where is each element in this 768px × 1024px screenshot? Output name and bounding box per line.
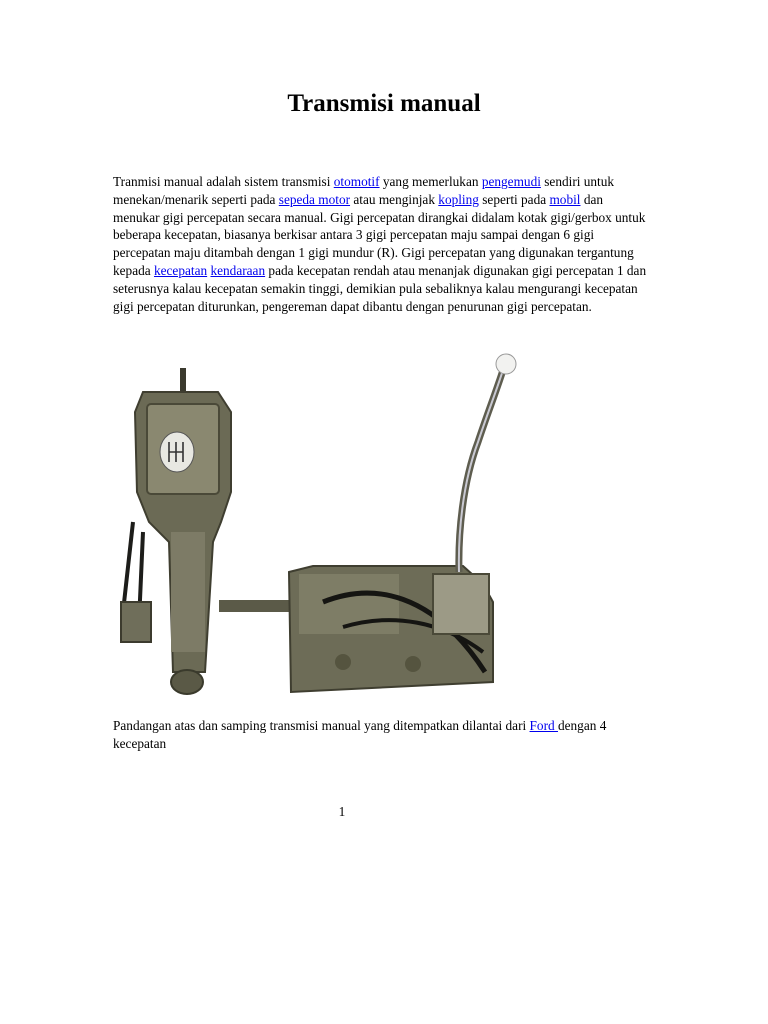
gearbox-side-view [219,354,516,692]
text-run: Tranmisi manual adalah sistem transmisi [113,174,334,189]
text-run: pada kecepatan rendah atau menanjak digunakan gigi percepatan 1 dan seterusnya kalau kecepatan semakin tinggi, demikian pula sebaliknya kalau mengurangi kecepatan gigi percepatan diturunkan, pengereman dapat dibantu dengan penurunan gigi percepatan. [113,262,647,314]
text-run: Pandangan atas dan samping transmisi manual yang ditempatkan dilantai dari [113,718,530,733]
inline-link[interactable]: kopling [438,191,479,207]
inline-link[interactable]: sepeda motor [278,191,351,207]
page-number: 1 [338,804,346,819]
inline-link[interactable]: pengemudi [481,174,541,189]
text-run: dan menukar gigi percepatan secara manual. Gigi percepatan dirangkai didalam kotak gigi/gerbox untuk beberapa kecepatan, biasanya berkisar antara 3 gigi percepatan maju sampai dengan 6 gigi percepatan maju ditambah dengan 1 gigi mundur (R). Gigi percepatan yang digunakan tergantung kepada [113,191,646,278]
gearbox-top-view [113,352,231,694]
text-run: sendiri untuk menekan/menarik seperti pada [113,174,615,207]
transmission-photo [113,352,563,702]
document-title: Transmisi manual [287,90,481,117]
figure-caption [113,717,647,753]
text-run: dengan 4 kecepatan [113,718,607,751]
body-paragraph [113,173,647,315]
inline-link[interactable]: otomotif [333,174,380,189]
text-run: seperti pada [478,191,550,207]
inline-link[interactable]: mobil [549,191,581,207]
inline-link[interactable]: kecepatan [153,262,208,278]
inline-link[interactable]: Ford [529,718,558,733]
inline-link[interactable]: kendaraan [210,262,266,278]
text-run: yang memerlukan [379,174,482,189]
text-run: atau menginjak [350,191,439,207]
